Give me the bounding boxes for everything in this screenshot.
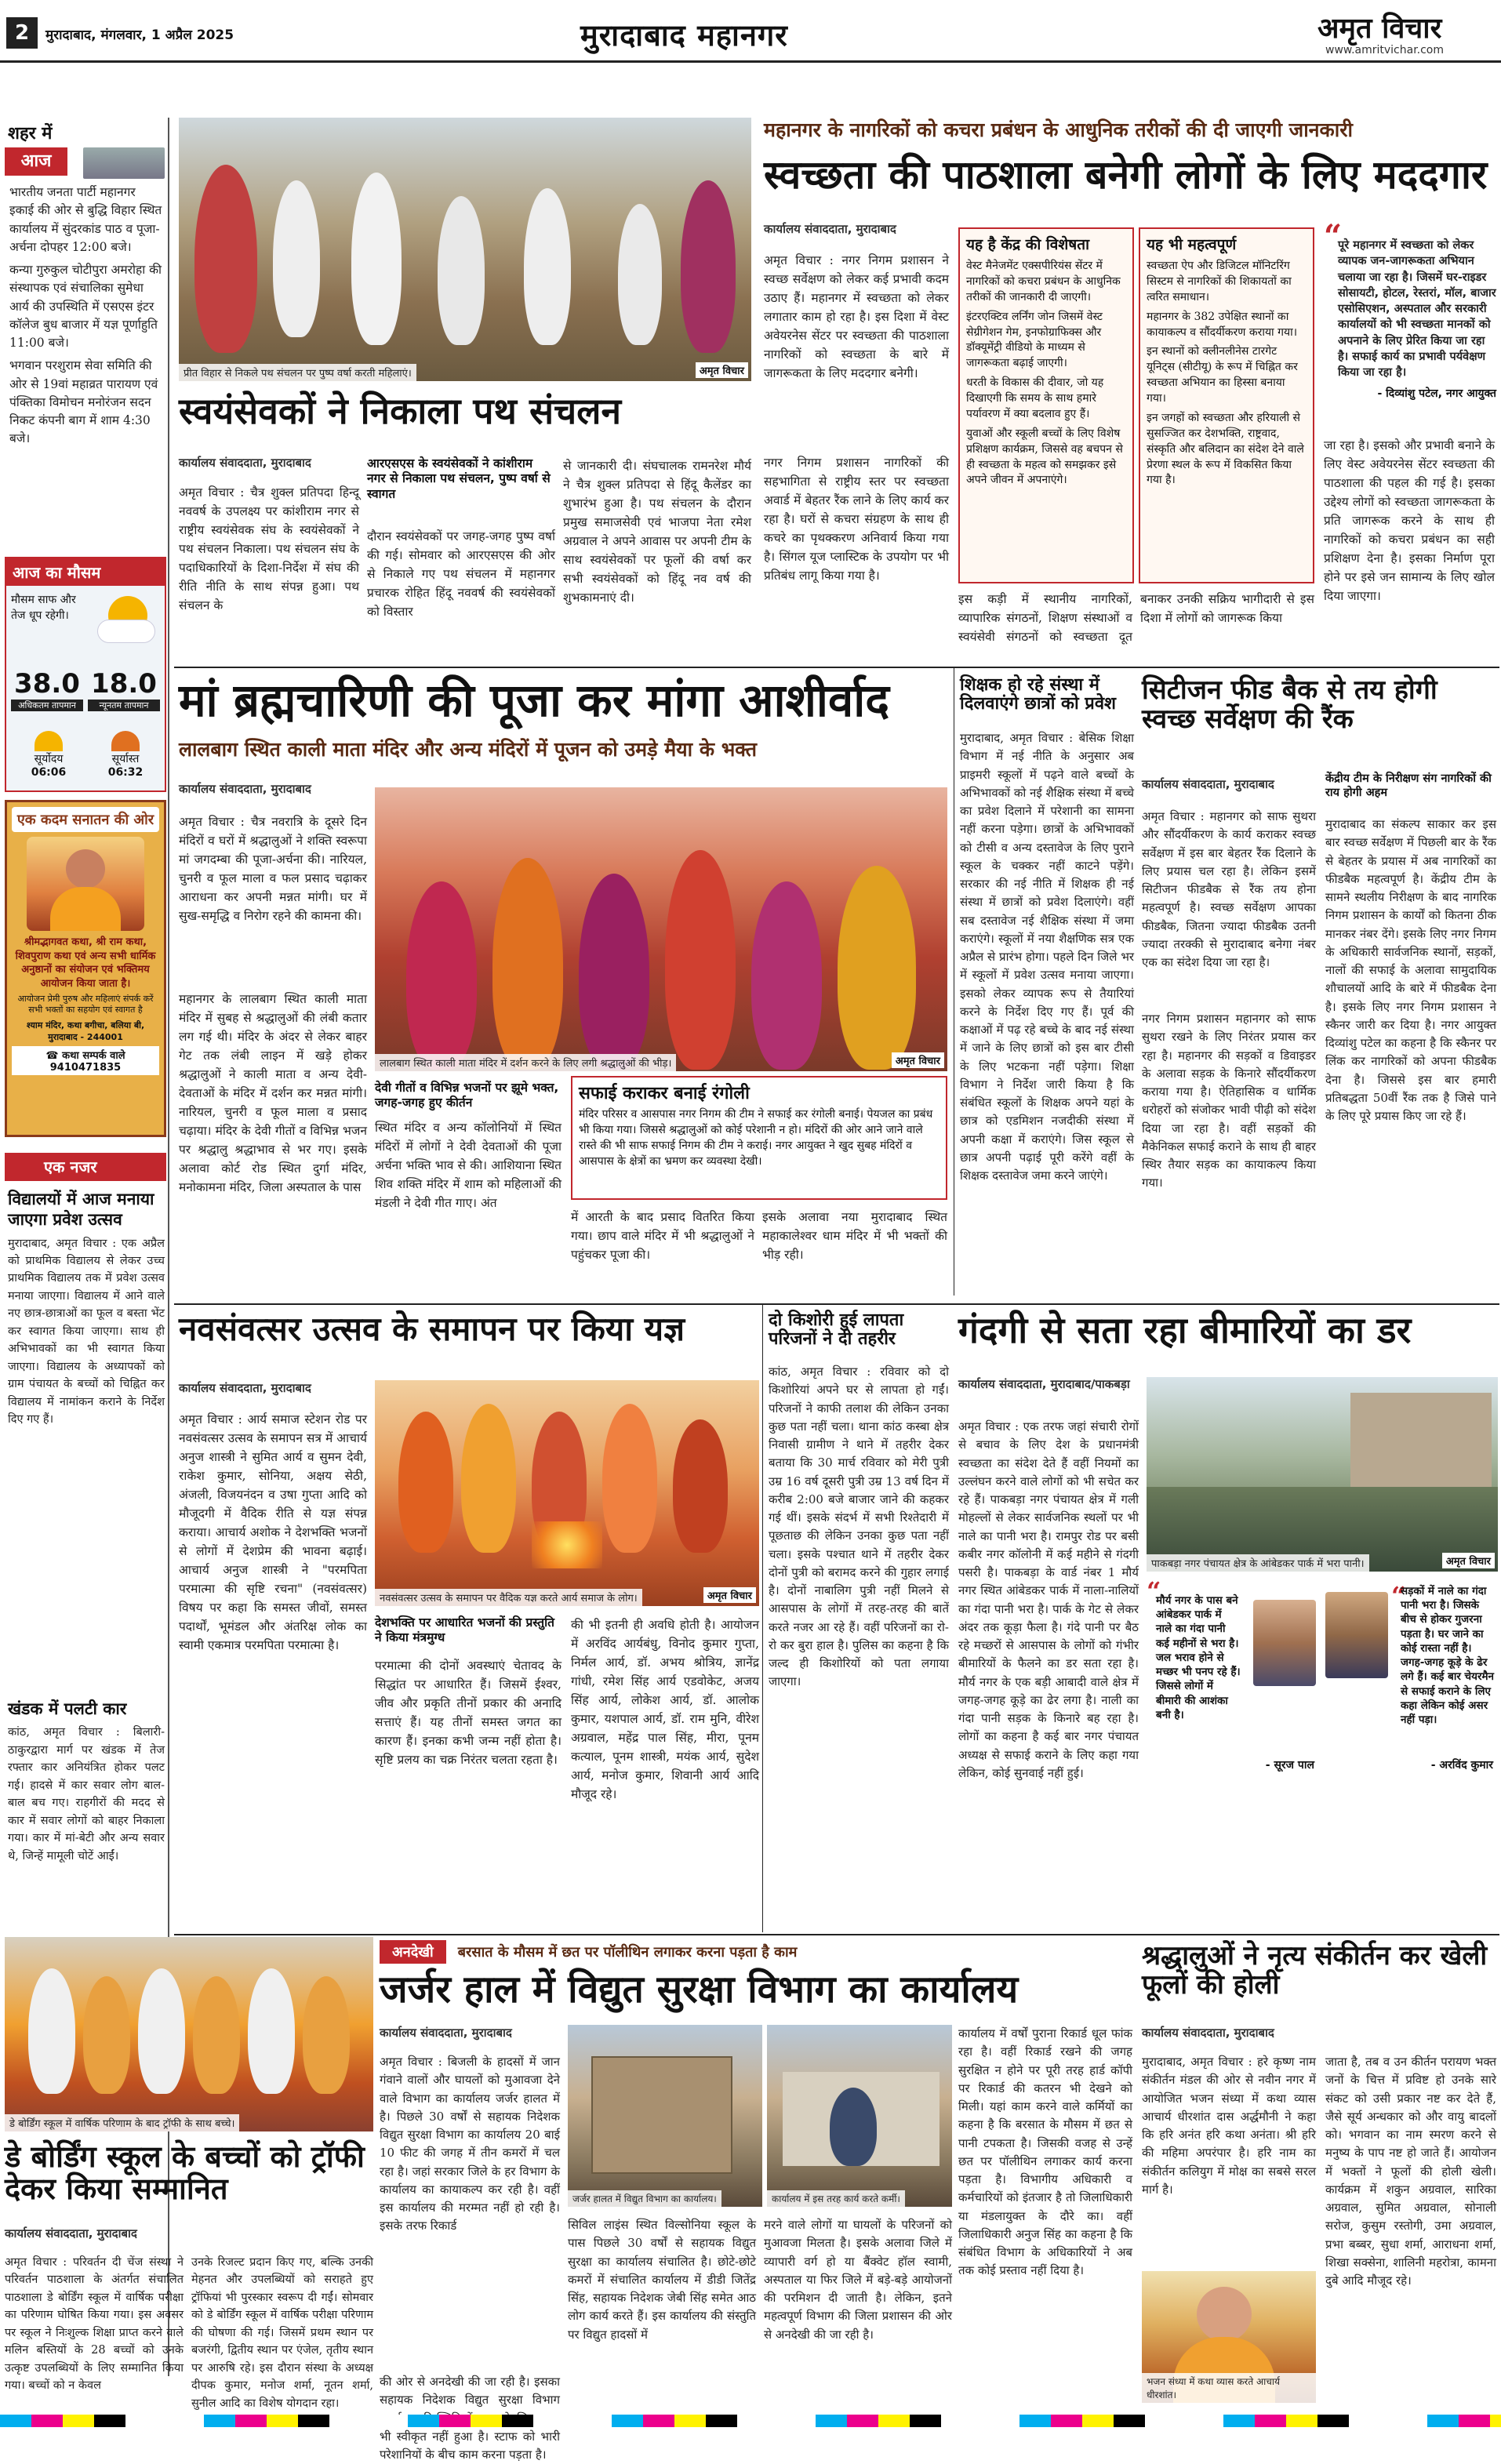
sunrise: सूर्योदय 06:06 [11,731,86,779]
rangoli-box-title: सफाई कराकर बनाई रंगोली [579,1084,750,1103]
avatar [1253,1600,1316,1686]
temple-body5: इसके अलावा नया मुरादाबाद स्थित महाकालेश्वर धाम मंदिर में भी भक्तों की भीड़ रही। [762,1210,947,1263]
ad-address: श्याम मंदिर, कथा बगीचा, बलिया बी, मुरादाबाद - 244001 [26,1019,145,1042]
brief-2: खंडक में पलटी कार कांठ, अमृत विचार : बिलारी-ठाकुरद्वारा मार्ग पर खंडक में तेज रफ्तार कार अनियंत्रित होकर पलट गई। हादसे में कार सवार लोग बाल-बाल बच गए। राहगीरों की मदद से कार में सवार लोगों को बाहर निकाला गया। कार में मां-बेटी और अन्य सवार थे, जिन्हें मामूली चोटें आईं। [8,1699,165,1863]
weather-box [5,557,166,792]
rangoli-box-text: मंदिर परिसर व आसपास नगर निगम की टीम ने सफाई कर रंगोली बनाई। पेयजल का प्रबंध भी किया गया। जिससे श्रद्धालुओं को कोई परेशानी न हो। मंदिरों की ओर आने जाने वाले रास्ते की भी साफ सफाई निगम की टीम ने कराई। नगर आयुक्त ने खुद सुबह मंदिरों व आसपास के क्षेत्रों का भ्रमण कर व्यवस्था देखी। [579,1108,933,1168]
garbage-body-tail [1147,1788,1496,1928]
ad-contact: ☎ कथा सम्पर्क वाले 9410471835 [12,1046,159,1075]
electric-kicker-row [380,1940,1132,1967]
sunset: सूर्यास्त 06:32 [88,731,163,779]
electric-body4: सिविल लाइंस स्थित विल्सोनिया स्कूल के पास पिछले 30 वर्षों से सहायक विद्युत सुरक्षा का कार्यालय संचालित है। छोटे-छोटे कमरों में संचालित कार्यालय में डीडी जितेंद्र सिंह, सहायक निदेशक जेबी सिंह समेत आठ लोग कार्य करते हैं। इस कार्यालय की संस्तुति पर विद्युत हादसों में [568,2218,756,2342]
yajna-body2: परमात्मा की दोनों अवस्थाएं चेतावद के सिद्धांत पर आधारित हैं। जिसमें ईश्वर, जीव और प्रकृति तीनों प्रकार की अनादि सत्ताएं हैं। यह तीनों समस्त जगत का कारण हैं। इनका कभी जन्म नहीं होता है। सृष्टि प्रलय का चक्र निरंतर चलता रहता है। [375,1659,562,1768]
yajna-headline: नवसंवत्सर उत्सव के समापन पर किया यज्ञ [179,1310,685,1348]
bhajan-photo [1142,2271,1316,2403]
electric-body3: कार्यालय में वर्षों पुराना रिकार्ड धूल फांक रहा है। वहीं रिकार्ड रखने की जगह सुरक्षित न होने पर पूरी तरह हार्ड कॉपी पर रिकार्ड की कतरन भी देखने को मिली। यहां काम करने वाले कर्मियों का कहना है कि बरसात के मौसम में छत से पानी टपकता है। जिसकी वजह से उन्हें छत पर पॉलीथिन लगाकर कार्य करना पड़ता है। विभागीय अधिकारी व कर्मचारियों को इंतजार है तो जिलाधिकारी या मंडलायुक्त के दौरे का। वहीं जिलाधिकारी अनुज सिंह का कहना है कि संबंधित विभाग के अधिकारियों ने अब तक कोई प्रस्ताव नहीं दिया है। [958,2026,1132,2278]
temple-photo-caption: लालबाग स्थित काली माता मंदिर में दर्शन करने के लिए लगी श्रद्धालुओं की भीड़। [375,1054,676,1071]
electric-body5: मरने वाले लोगों या घायलों के परिजनों को मुआवजा मिलता है। इसके अलावा जिले में व्यापारी वर्ग हो या बैंक्वेट हॉल स्वामी, अस्पताल या फिर जिले में बड़े-बड़े आयोजनों की परमिशन दी जाती है। लेकिन, इतने महत्वपूर्ण विभाग की जिला प्रशासन की ओर से अनदेखी की जा रही है। [764,2218,952,2342]
page-number: 2 [6,17,38,49]
rss-body2: दौरान स्वयंसेवकों पर जगह-जगह पुष्प वर्षा की गई। सोमवार को आरएसएस की ओर से निकाले गए पथ संचलन में महानगर प्रचारक रोहित हिंदू नववर्ष की स्वयंसेवकों को विस्तार [367,529,555,620]
top-story-kicker: महानगर के नागरिकों को कचरा प्रबंधन के आधुनिक तरीकों की दी जाएगी जानकारी [764,118,1353,141]
electric-body1: अमृत विचार : बिजली के हादसों में जान गंवाने वालों और घायलों को मुआवजा देने वाले विभाग का कार्यालय जर्जर हालत में है। पिछले 30 वर्षों से सहायक निदेशक विद्युत सुरक्षा विभाग का कार्यालय 20 बाई 10 फीट की जगह में तीन कमरों में चल रहा है। जहां सरकार जिले के हर विभाग के कार्यालय का कायाकल्प कर रही है। वहीं इस कार्यालय की मरम्मत नहीं हो रही है। इसके तरफ रिकार्ड [380,2055,560,2233]
phone-icon: ☎ [45,1049,63,1062]
shahar-label: शहर में [8,124,53,144]
electric-photo2-caption: कार्यालय में इस तरह कार्य करते कर्मी। [767,2190,905,2207]
yajna-subhead: देशभक्ति पर आधारित भजनों की प्रस्तुति ने किया मंत्रमुग्ध [375,1615,554,1645]
garbage-headline: गंदगी से सता रहा बीमारियों का डर [958,1309,1412,1351]
feature-item: युवाओं और स्कूली बच्चों के लिए विशेष प्रशिक्षण कार्यक्रम, जिससे वह बचपन से ही स्वच्छता के महत्व को समझकर इसे अपने जीवन में अपनाएंगे। [966,427,1123,487]
school-body2: उनके रिजल्ट प्रदान किए गए, बल्कि उनकी मेहनत और उपलब्धियों को सराहते हुए ट्रॉफियां भी पुरस्कार स्वरूप दी गईं। सोमवार को डे बोर्डिंग स्कूल में वार्षिक परीक्षा परिणाम की घोषणा की गई। जिसमें प्रथम स्थान पर बजरंगी, द्वितीय स्थान पर एंजेल, तृतीय स्थान पर आरुषि रहे। इस दौरान संस्था के अध्यक्ष दीपक कुमार, मनोज शर्मा, नूतन शर्मा, सुनील आदि का विशेष योगदान रहा। [191,2256,373,2410]
photo-credit: अमृत विचार [1442,1553,1495,1568]
top-story-byline: कार्यालय संवाददाता, मुरादाबाद [764,222,896,236]
rss-body1: अमृत विचार : चैत्र शुक्ल प्रतिपदा हिन्दू नववर्ष के उपलक्ष्य पर कांशीराम नगर से राष्ट्रीय स्वयंसेवक संघ के स्वयंसेवकों ने पथ संचलन निकाला। पथ संचलन संघ के पदाधिकारियों के दिशा-निर्देश में संघ की रीति नीति के साथ संपन्न हुआ। पथ संचलन के [179,485,359,613]
bhajan-headline: श्रद्धालुओं ने नृत्य संकीर्तन कर खेली फूलों की होली [1142,1940,1488,2001]
yajna-photo [375,1380,759,1606]
ek-nazar-label: एक नजर [5,1153,166,1181]
electric-headline: जर्जर हाल में विद्युत सुरक्षा विभाग का कार्यालय [380,1968,1019,2012]
bhajan-body1: मुरादाबाद, अमृत विचार : हरे कृष्ण नाम संकीर्तन मंडल की ओर से नवीन नगर में आयोजित भजन संध्या में कथा व्यास आचार्य धीरशांत दास अर्द्धमौनी ने कहा कि हरि अनंत हरि कथा अनंता। श्री हरि की महिमा अपरंपार है। हरि नाम का संकीर्तन कलियुग में मोक्ष का सबसे सरल मार्ग है। [1142,2055,1316,2197]
yajna-body3: की भी इतनी ही अवधि होती है। आयोजन में अरविंद आर्यबंधु, विनोद कुमार गुप्ता, निर्मल आर्य, डॉ. अभय श्रोत्रिय, ज्ञानेंद्र गांधी, रमेश सिंह आर्य एडवोकेट, अजय सिंह आर्य, लोकेश आर्य, डॉ. आलोक कुमार, यशपाल आर्य, डॉ. राम मुनि, वीरेश अग्रवाल, महेंद्र पाल सिंह, मीरा, पूनम कत्याल, पूनम शास्त्री, मयंक आर्य, सुदेश आर्य, मनोज कुमार, शिवानी आर्य आदि मौजूद रहे। [571,1618,759,1802]
brief-1: विद्यालयों में आज मनाया जाएगा प्रवेश उत्सव मुरादाबाद, अमृत विचार : एक अप्रैल को प्राथमिक विद्यालय से लेकर उच्च प्राथमिक विद्यालय तक में प्रवेश उत्सव मनाया जाएगा। विद्यालय में आने वाले नए छात्र-छात्राओं का फूल व बस्ता भेंट कर स्वागत किया जाएगा। साथ ही अभिभावकों का भी स्वागत किया जाएगा। विद्यालय के अध्यापकों को ग्राम पंचायत के बच्चों को चिह्नित कर विद्यालय में नामांकन कराने के निर्देश दिए गए हैं। [8,1190,165,1426]
bhajan-photo-caption: भजन संध्या में कथा व्यास करते आचार्य धीरशांत। [1142,2373,1316,2403]
school-headline: डे बोर्डिंग स्कूल के बच्चों को ट्रॉफी देकर किया सम्मानित [5,2139,365,2207]
dateline: मुरादाबाद, मंगलवार, 1 अप्रैल 2025 [45,27,234,43]
quote-author: - अरविंद कुमार [1430,1759,1493,1772]
school-body1: अमृत विचार : परिवर्तन दी चेंज संस्था ने परिवर्तन पाठशाला के अंतर्गत संचालित पाठशाला डे बोर्डिंग स्कूल में वार्षिक परीक्षा का परिणाम घोषित किया गया। इस अवसर पर स्कूल ने निःशुल्क शिक्षा प्राप्त करने वाले मलिन बस्तियों के 28 बच्चों को उनके उत्कृष्ट उपलब्धियों के लिए सम्मानित किया गया। बच्चों को न केवल [5,2256,184,2393]
temple-photo [375,787,947,1071]
feature-item: स्वच्छता ऐप और डिजिटल मॉनिटरिंग सिस्टम से नागरिकों की शिकायतों का त्वरित समाधान। [1147,260,1292,303]
feature-item: वेस्ट मैनेजमेंट एक्सपीरियंस सेंटर में नागरिकों को कचरा प्रबंधन के आधुनिक तरीकों की जानकारी दी जाएगी। [966,260,1121,303]
quote-icon: “ [1324,218,1343,255]
garbage-photo-caption: पाकबड़ा नगर पंचायत क्षेत्र के आंबेडकर पार्क में भरा पानी। [1147,1554,1369,1572]
top-story-headline: स्वच्छता की पाठशाला बनेगी लोगों के लिए मददगार [764,152,1488,198]
electric-kicker: बरसात के मौसम में छत पर पॉलीथिन लगाकर करना पड़ता है काम [457,1944,798,1961]
feature-item: इन स्थानों को क्लीनलीनेस टारगेट यूनिट्स (सीटीयू) के रूप में चिह्नित कर स्वच्छता अभियान का हिस्सा बनाया गया। [1147,345,1298,405]
website-link[interactable]: www.amritvichar.com [1325,44,1445,56]
temple-byline: कार्यालय संवाददाता, मुरादाबाद [179,782,311,796]
masthead [0,0,1501,63]
citizen-subhead: केंद्रीय टीम के निरीक्षण संग नागरिकों की राय होगी अहम [1325,772,1492,800]
weather-title: आज का मौसम [6,558,165,586]
electric-photo-1 [568,2025,762,2207]
feature-box-2-title: यह भी महत्वपूर्ण [1147,236,1237,253]
school-byline: कार्यालय संवाददाता, मुरादाबाद [5,2226,137,2240]
citizen-body1: अमृत विचार : महानगर को साफ सुथरा और सौंदर्यीकरण के कार्य कराकर स्वच्छ सर्वेक्षण में इस बार बेहतर रैंक दिलाने के लिए प्रयास चल रहा है। लेकिन इसमें सिटीजन फीडबैक से रैंक तय होना महत्वपूर्ण है। स्वच्छ सर्वेक्षण आपका फीडबैक, जितना ज्यादा फीडबैक उतनी ज्यादा तरक्की से मुरादाबाद बनेगा नंबर एक का संदेश दिया जा रहा है। [1142,809,1316,969]
electric-photo-2 [767,2025,952,2207]
avatar [1325,1592,1388,1678]
top-story-body4: जा रहा है। इसको और प्रभावी बनाने के लिए वेस्ट अवेयरनेस सेंटर स्वच्छता की पाठशाला की पहल की गई है। इसका उद्देश्य लोगों को स्वच्छता जागरूकता के प्रति जागरूक करने के साथ ही नागरिकों को कचरा प्रबंधन का सही प्रशिक्षण देना है। इसका निर्माण पूरा होने पर इसे जन सामान्य के लिए खोल दिया जाएगा। [1324,438,1495,604]
photo-credit: अमृत विचार [892,1052,944,1068]
min-temp: 18.0 न्यूनतम तापमान [88,668,160,711]
quote-icon: “ [1147,1576,1161,1606]
missing-body: कांठ, अमृत विचार : रविवार को दो किशोरियां अपने घर से लापता हो गईं। परिजनों ने काफी तलाश की लेकिन उनका कुछ पता नहीं चला। थाना कांठ कस्बा क्षेत्र निवासी ग्रामीण ने थाने में तहरीर देकर बताया कि 30 मार्च रविवार को मेरी पुत्री उम्र 16 वर्ष दूसरी पुत्री उम्र 13 वर्ष दिन में करीब 2:00 बजे बाजार जाने की कहकर गई थीं। इसके संदर्भ में सभी रिश्तेदारी में पूछताछ की लेकिन उनका कुछ पता नहीं चला। इसके पश्चात थाने में तहरीर देकर दोनों पुत्री को बरामद करने की गुहार लगाई है। दोनों नाबालिग पुत्री नहीं मिलने से आसपास के लोगों में तरह-तरह की बातें करते नजर आ रहे हैं। वहीं परिजनों का रो-रो कर बुरा हाल है। पुलिस का कहना है कि जल्द ही किशोरियों को पता लगाया जाएगा। [769,1365,949,1689]
quote-author: - दिव्यांशु पटेल, नगर आयुक्त [1377,387,1496,400]
rss-subhead: आरएसएस के स्वयंसेवकों ने कांशीराम नगर से निकाला पथ संचलन, पुष्प वर्षा से स्वागत [367,456,551,501]
advertisement[interactable] [5,800,166,1137]
feature-item: इंटरएक्टिव लर्निंग जोन जिसमें वेस्ट सेग्रीगेशन गेम, इनफोग्राफिक्स और डॉक्यूमेंट्री वीडियो के माध्यम से जागरूकता बढ़ाई जाएगी। [966,310,1103,370]
aaj-label: आज [5,147,67,176]
citizen-byline: कार्यालय संवाददाता, मुरादाबाद [1142,777,1274,791]
rangoli-box [571,1076,947,1200]
teacher-headline: शिक्षक हो रहे संस्था में दिलवाएंगे छात्रों को प्रवेश [960,675,1117,714]
event-item: भगवान परशुराम सेवा समिति की ओर से 19वां महाव्रत पारायण एवं पंक्तिका विमोचन मनोरंजन सदन निकट कंपनी बाग में शाम 4:30 बजे। [9,358,158,446]
ad-note: आयोजन प्रेमी पुरुष और महिलाएं संपर्क करें सभी भक्तों का सहयोग एवं स्वागत है [17,994,154,1016]
citizen-body2: नगर निगम प्रशासन महानगर को साफ सुथरा रखने के लिए निरंतर प्रयास कर रहा है। महानगर की सड़कों व डिवाइडर के अलावा सड़क के किनारे सौंदर्यीकरण कराया गया है। ऐतिहासिक व धार्मिक धरोहरों को संजोकर भावी पीढ़ी को संदेश दिया जा रहा है। वहीं सड़कों की मैकेनिकल सफाई कराने के साथ ही बाहर स्थिर तैयार सड़क का कायाकल्प किया गया। [1142,1012,1316,1190]
quote-author: - सूरज पाल [1265,1759,1314,1772]
citizen-headline: सिटीजन फीड बैक से तय होगी स्वच्छ सर्वेक्षण की रैंक [1142,674,1437,735]
color-registration-strip [0,2415,1501,2427]
garbage-quote-1: “ मौर्य नगर के पास बने आंबेडकर पार्क में नाले का गंदा पानी कई महीनों से भरा है। जल भराव होने से मच्छर भी पनप रहे हैं। जिससे लोगों में बीमारी की आशंका बनी है। - सूरज पाल [1147,1576,1314,1772]
temple-subhead1: देवी गीतों व विभिन्न भजनों पर झूमे भक्त, जगह-जगह हुए कीर्तन [375,1081,559,1110]
temple-body1: अमृत विचार : चैत्र नवरात्रि के दूसरे दिन मंदिरों व घरों में श्रद्धालुओं ने शक्ति स्वरूपा मां जगदम्बा की पूजा-अर्चना की। नारियल, चुनरी व फूल माला व फल प्रसाद चढ़ाकर आराधना कर अपनी मन्नत मांगी। घर में सुख-समृद्धि व निरोग रहने की कामना की। [179,815,367,924]
ad-title: एक कदम सनातन की ओर [12,807,159,832]
feature-item: महानगर के 382 उपेक्षित स्थानों का कायाकल्प व सौंदर्यीकरण कराया गया। [1147,310,1298,339]
anadekhi-tag: अनदेखी [380,1940,446,1964]
events-list [5,184,168,449]
feature-item: धरती के विकास की दीवार, जो यह दिखाएगी कि समय के साथ हमारे पर्यावरण में क्या बदलाव हुए हैं। [966,376,1104,420]
electric-byline: कार्यालय संवाददाता, मुरादाबाद [380,2026,512,2040]
ad-photo [27,837,144,931]
citizen-body3: मुरादाबाद का संकल्प साकार कर इस बार स्वच्छ सर्वेक्षण में पिछली बार के रैंक से बेहतर के प्रयास में अब नागरिकों का फीडबैक महत्वपूर्ण है। केंद्रीय टीम के सामने स्थलीय निरीक्षण के बाद नागरिक निगम प्रशासन के कार्यों को कितना ठीक मानकर नंबर देंगे। इसके लिए नगर निगम के अधिकारी सार्वजनिक स्थानों, सड़कों, नालों की सफाई के अलावा सामुदायिक शौचालयों आदि के बारे में फीडबैक देना है। इसके लिए नगर निगम प्रशासन ने स्कैनर जारी कर दिया है। नगर आयुक्त दिव्यांशु पटेल का कहना है कि स्कैनर पर लिंक कर नागरिकों को अपना फीडबैक देना है। जिससे इस बार हमारी प्रतिबद्धता 50वीं रैंक तक है जिसे पाने के लिए पूरे प्रयास किए जा रहे हैं। [1325,817,1496,1123]
electric-photo1-caption: जर्जर हालत में विद्युत विभाग का कार्यालय। [568,2190,721,2207]
yajna-byline: कार्यालय संवाददाता, मुरादाबाद [179,1381,311,1395]
garbage-photo [1147,1377,1498,1572]
missing-headline: दो किशोरी हुई लापता परिजनों ने दी तहरीर [769,1310,904,1349]
weather-desc: मौसम साफ और तेज धूप रहेगी। [11,594,76,622]
sunrise-icon [35,731,63,751]
rss-byline: कार्यालय संवाददाता, मुरादाबाद [179,456,311,470]
event-item: कन्या गुरुकुल चोटीपुरा अमरोहा की संस्थापक एवं संचालिका सुमेधा आर्य की उपस्थिति में एसएस इंटर कॉलेज बुध बाजार में यज्ञ पूर्णाहुति 11:00 बजे। [9,263,162,350]
top-story-body2: नगर निगम प्रशासन नागरिकों की सहभागिता से राष्ट्रीय स्तर पर स्वच्छता अवार्ड में बेहतर रैंक लाने के लिए कार्य कर रहा है। घरों से कचरा संग्रहण के साथ ही कचरे का पृथक्करण अनिवार्य किया गया है। सिंगल यूज प्लास्टिक के उपयोग पर भी प्रतिबंध लागू किया गया है। [764,456,949,583]
building-icon [83,147,165,179]
garbage-body: अमृत विचार : एक तरफ जहां संचारी रोगों से बचाव के लिए देश के प्रधानमंत्री स्वच्छता का संदेश देते हैं वहीं नियमों का उल्लंघन करने वाले लोगों को भी सचेत कर रहे हैं। पाकबड़ा नगर पंचायत क्षेत्र में गली मोहल्लों से लेकर सार्वजनिक स्थलों पर भी नाले का पानी भरा है। रामपुर रोड पर बसी कबीर नगर कॉलोनी में कई महीने से गंदगी पसरी है। पाकबड़ा के वार्ड नंबर 1 मौर्य नगर स्थित आंबेडकर पार्क में नाला-नालियों का गंदा पानी भरा है। पार्क के गेट से लेकर अंदर तक कूड़ा फैला है। गंदे पानी पर बैठ रहे मच्छरों से आसपास के लोगों को गंभीर बीमारियों के फैलने का डर सता रहा है। मौर्य नगर के एक बड़ी आबादी वाले क्षेत्र में जगह-जगह कूड़े का ढेर लगा है। नाली का गंदा पानी सड़क के किनारे बह रहा है। लोगों का कहना है कई बार नगर पंचायत अध्यक्ष से सफाई कराने के लिए कहा गया लेकिन, कोई सुनवाई नहीं हुई। [958,1419,1139,1780]
temple-headline: मां ब्रह्मचारिणी की पूजा कर मांगा आशीर्वाद [179,674,890,727]
feature-box-2 [1139,227,1314,583]
event-item: भारतीय जनता पार्टी महानगर इकाई की ओर से बुद्धि विहार स्थित कार्यालय में सुंदरकांड पाठ व पूजा-अर्चना दोपहर 12:00 बजे। [9,185,162,254]
rss-photo-caption: प्रीत विहार से निकले पथ संचलन पर पुष्प वर्षा करती महिलाएं। [179,364,416,381]
yajna-body1: अमृत विचार : आर्य समाज स्टेशन रोड पर नवसंवत्सर उत्सव के समापन सत्र में आचार्य अनुज शास्त्री ने सुमित आर्य व सुमन देवी, राकेश कुमार, सोनिया, अक्षय सेठी, अंजली, विजयनंदन व उषा गुप्ता आदि को मौजूदगी में वैदिक रीति से यज्ञ संपन्न कराया। आचार्य अशोक ने देशभक्ति भजनों से लोगों में देशप्रेम की भावना बढ़ाई। आचार्य अनुज शास्त्री ने "परमपिता परमात्मा की सृष्टि रचना" (नवसंवत्सर) विषय पर कहा कि समस्त जीवों, समस्त पदार्थों, भूमंडल और अंतरिक्ष लोक का स्वामी एकमात्र परमपिता परमात्मा है। [179,1412,367,1653]
top-story-body1: अमृत विचार : नगर निगम प्रशासन ने स्वच्छ सर्वेक्षण को लेकर कई प्रभावी कदम उठाए हैं। महानगर में स्वच्छता को लेकर लगातार काम हो रहा है। इस दिशा में वेस्ट अवेयरनेस सेंटर पर स्वच्छता की पाठशाला नागरिकों को स्वच्छता के बारे में जागरूकता के लिए मददगार बनेगी। [764,253,949,381]
photo-credit: अमृत विचार [696,362,748,378]
school-photo-caption: डे बोर्डिंग स्कूल में वार्षिक परिणाम के बाद ट्रॉफी के साथ बच्चे। [5,2114,239,2131]
top-story-quote: “ पूरे महानगर में स्वच्छता को लेकर व्यापक जन-जागरूकता अभियान चलाया जा रहा है। जिसमें घर-राइडर सोसायटी, होटल, रेस्तरां, मॉल, बाजार एसोसिएशन, अस्पताल और सरकारी कार्यालयों को भी स्वच्छता मानकों को अपनाने के लिए प्रेरित किया जा रहा है। सफाई कार्य का प्रभावी पर्यवेक्षण किया जा रहा है। - दिव्यांशु पटेल, नगर आयुक्त [1324,218,1496,400]
temple-body3: स्थित मंदिर व अन्य कॉलोनियों में स्थित मंदिरों में लोगों ने देवी देवताओं की पूजा अर्चना भक्ति भाव से की। आशियाना स्थित शिव शक्ति मंदिर में शाम को महिलाओं की मंडली ने देवी गीत गाए। अंत [375,1121,562,1211]
rss-body3: से जानकारी दी। संघचालक रामनरेश मौर्य ने चैत्र शुक्ल प्रतिपदा से हिंदू कैलेंडर का शुभारंभ हुआ है। पथ संचलन के दौरान प्रमुख समाजसेवी एवं भाजपा नेता रमेश अग्रवाल ने अपने आवास पर अपनी टीम के साथ स्वयंसेवकों पर फूलों की वर्षा कर सभी स्वयंसेवकों को हिंदू नव वर्ष की शुभकामनाएं दी। [563,459,751,605]
feature-box-1 [958,227,1134,583]
teacher-body: मुरादाबाद, अमृत विचार : बेसिक शिक्षा विभाग में नई नीति के अनुसार अब प्राइमरी स्कूलों में पढ़ने वाले बच्चों के अभिभावकों को नई शैक्षिक संस्था में बच्चे का प्रवेश दिलाने में परेशानी का सामना नहीं करना पड़ेगा। छात्रों के अभिभावकों को टीसी व अन्य दस्तावेज के लिए पुराने स्कूल के चक्कर नहीं काटने पड़ेंगे। सरकार की नई नीति में शिक्षक ही नई संस्था में छात्रों को प्रवेश दिलाएंगे। वहीं सब दस्तावेज नई शैक्षिक संस्था में जमा कराएंगे। स्कूलों में नया शैक्षणिक सत्र एक अप्रैल से प्रारंभ होगा। पहले दिन जिले भर में स्कूलों में प्रवेश उत्सव मनाया जाएगा। इसको लेकर व्यापक रूप से तैयारियां करने के निर्देश दिए गए हैं। पूर्व की कक्षाओं में पढ़ रहे बच्चे के बाद नई संस्था में जाने के लिए छात्रों को इस बार टीसी के लिए भटकना नहीं पड़ेगा। शिक्षा विभाग ने निर्देश जारी किया है कि संबंधित स्कूलों के शिक्षक अपने यहां के छात्र को एडमिशन नजदीकी संस्था में अपनी कक्षा में कराएंगे। जिस स्कूल से छात्र अपनी पढ़ाई पूरी करेंगे वहीं के शिक्षक दस्तावेज जमा करने जाएंगे। [960,731,1134,1183]
brand-logo: अमृत विचार [1317,12,1442,45]
temple-body4: में आरती के बाद प्रसाद वितरित किया गया। छाप वाले मंदिर में भी श्रद्धालुओं ने पहुंचकर पूजा की। [571,1210,754,1263]
bhajan-body2: जाता है, तब व उन कीर्तन परायण भक्त जनों के चित्त में प्रविष्ट हो उनके सारे संकट को उसी प्रकार नष्ट कर देते हैं, जैसे सूर्य अन्धकार को और वायु बादलों को। भगवान का नाम स्मरण करने से मनुष्य के पाप नष्ट हो जाते हैं। आयोजन में भक्तों ने फूलों की होली खेली। कार्यक्रम में शकुन अग्रवाल, सारिका अग्रवाल, सुमित अग्रवाल, सोनाली सरोज, कुसुम रस्तोगी, उमा अग्रवाल, प्रभा बब्बर, सुधा शर्मा, आराधना शर्मा, शिखा सक्सेना, शालिनी महरोत्रा, कामना दुबे आदि मौजूद रहे। [1325,2055,1496,2288]
temple-subheadline: लालबाग स्थित काली माता मंदिर और अन्य मंदिरों में पूजन को उमड़े मैया के भक्त [179,738,757,761]
rss-headline: स्वयंसेवकों ने निकाला पथ संचलन [179,390,621,432]
ad-body: श्रीमद्भागवत कथा, श्री राम कथा, शिवपुराण कथा एवं अन्य सभी धार्मिक अनुष्ठानों का संयोजन एवं भक्तिमय आयोजन किया जाता है। [15,936,156,990]
school-photo [5,1937,373,2131]
garbage-quote-2: “ सड़कों में नाले का गंदा पानी भरा है। जिसके बीच से होकर गुजरना पड़ता है। घर जाने का कोई रास्ता नहीं है। जगह-जगह कूड़े के ढेर लगे हैं। कई बार चेयरमैन से सफाई कराने के लिए कहा लेकिन कोई असर नहीं पड़ा। - अरविंद कुमार [1325,1584,1496,1772]
yajna-photo-caption: नवसंवत्सर उत्सव के समापन पर वैदिक यज्ञ करते आर्य समाज के लोग। [375,1589,642,1606]
sunset-icon [111,731,140,751]
feature-box-1-title: यह है केंद्र की विशेषता [966,236,1089,253]
bhajan-byline: कार्यालय संवाददाता, मुरादाबाद [1142,2026,1274,2040]
top-story-body3: इस कड़ी में स्थानीय नागरिकों, व्यापारिक संगठनों, शिक्षण संस्थाओं व स्वयंसेवी संगठनों को स्वच्छता दूत बनाकर उनकी सक्रिय भागीदारी से इस दिशा में लोगों को जागरूक किया [958,592,1314,645]
temple-body2: महानगर के लालबाग स्थित काली माता मंदिर में सुबह से श्रद्धालुओं की लंबी कतार लग गई थी। मंदिर के अंदर से लेकर बाहर गेट तक लंबी लाइन में खड़े होकर श्रद्धालुओं ने काली माता व अन्य देवी-देवताओं के मंदिर में दर्शन कर मन्नत मांगी। नारियल, चुनरी व फूल माला व प्रसाद चढ़ाया। मंदिर के देवी गीतों व विभिन्न भजन पर श्रद्धालु श्रद्धाभाव से भर गए। इसके अलावा कोर्ट रोड स्थित दुर्गा मंदिर, मनोकामना मंदिर, जिला अस्पताल के पास [179,992,367,1195]
garbage-byline: कार्यालय संवाददाता, मुरादाबाद/पाकबड़ा [958,1377,1130,1391]
quote-icon: “ [1391,1581,1406,1611]
max-temp: 38.0 अधिकतम तापमान [11,668,83,711]
photo-credit: अमृत विचार [703,1587,756,1603]
feature-item: इन जगहों को स्वच्छता और हरियाली से सुसज्जित कर देशभक्ति, राष्ट्रवाद, संस्कृति और बलिदान का संदेश देने वाले प्रेरणा स्थल के रूप में विकसित किया गया है। [1147,411,1304,487]
sun-cloud-icon [93,593,160,648]
electric-body2: की ओर से अनदेखी की जा रही है। इसका सहायक निदेशक विद्युत सुरक्षा विभाग भी स्वीकृत नहीं हुआ है। स्टाफ को भारी परेशानियों के बीच काम करना पड़ता है। [380,2375,560,2462]
rss-photo [179,118,751,381]
section-title: मुरादाबाद महानगर [580,18,788,53]
